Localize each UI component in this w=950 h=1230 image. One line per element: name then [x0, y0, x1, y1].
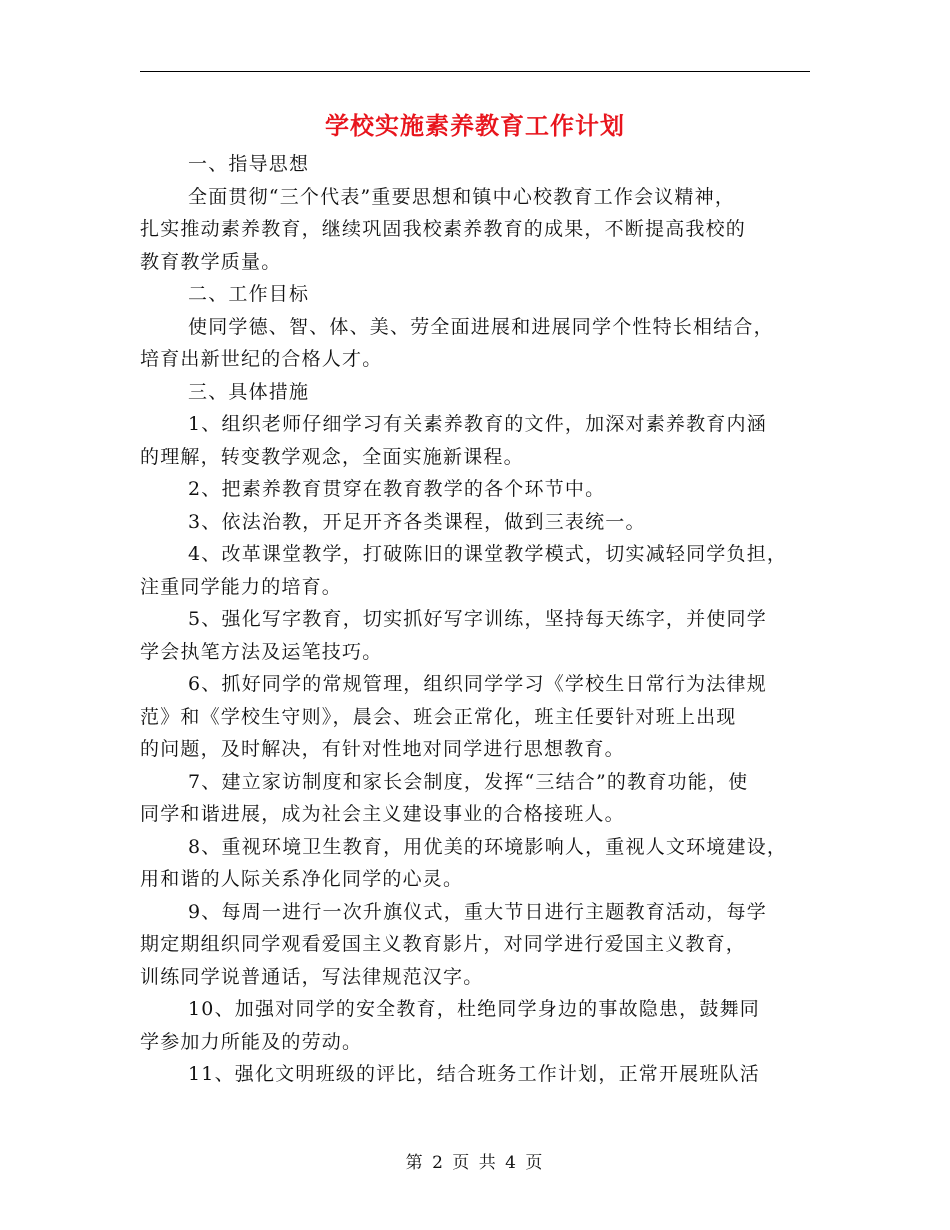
text-line: 扎实推动素养教育，继续巩固我校素养教育的成果，不断提高我校的 — [140, 218, 747, 240]
text-line: 8、重视环境卫生教育，用优美的环境影响人，重视人文环境建设， — [188, 835, 788, 858]
text-line: 2、把素养教育贯穿在教育教学的各个环节中。 — [188, 478, 606, 500]
text-line: 期定期组织同学观看爱国主义教育影片，对同学进行爱国主义教育， — [140, 933, 747, 955]
document-title: 学校实施素养教育工作计划 — [325, 111, 625, 140]
document-body — [140, 148, 820, 1091]
text-line: 4、改革课堂教学，打破陈旧的课堂教学模式，切实减轻同学负担， — [188, 543, 788, 565]
text-line: 培育出新世纪的合格人才。 — [140, 348, 383, 370]
text-line: 同学和谐进展，成为社会主义建设事业的合格接班人。 — [140, 803, 625, 825]
header-rule — [140, 71, 810, 72]
text-line: 范》和《学校生守则》，晨会、班会正常化，班主任要针对班上出现 — [140, 705, 737, 728]
text-line: 用和谐的人际关系净化同学的心灵。 — [140, 868, 464, 890]
text-line: 学参加力所能及的劳动。 — [140, 1030, 363, 1053]
text-line: 注重同学能力的培育。 — [140, 575, 343, 598]
text-line: 3、依法治教，开足开齐各类课程，做到三表统一。 — [188, 510, 646, 533]
text-line: 的问题，及时解决，有针对性地对同学进行思想教育。 — [140, 738, 625, 760]
text-line: 9、每周一进行一次升旗仪式，重大节日进行主题教育活动，每学 — [188, 900, 767, 923]
text-line: 使同学德、智、体、美、劳全面进展和进展同学个性特长相结合， — [188, 315, 774, 338]
page-footer: 第 2 页 共 4 页 — [405, 1153, 545, 1173]
text-line: 全面贯彻“三个代表”重要思想和镇中心校教育工作会议精神， — [188, 185, 736, 208]
text-line: 1、组织老师仔细学习有关素养教育的文件，加深对素养教育内涵 — [188, 413, 767, 435]
text-line: 学会执笔方法及运笔技巧。 — [140, 640, 383, 663]
text-line: 三、具体措施 — [188, 380, 310, 403]
text-line: 训练同学说普通话，写法律规范汉字。 — [140, 965, 484, 988]
text-line: 6、抓好同学的常规管理，组织同学学习《学校生日常行为法律规 — [188, 673, 767, 695]
text-line: 的理解，转变教学观念，全面实施新课程。 — [140, 445, 524, 468]
text-line: 教育教学质量。 — [140, 250, 282, 273]
text-line: 二、工作目标 — [188, 283, 310, 305]
text-line: 7、建立家访制度和家长会制度，发挥“三结合”的教育功能，使 — [188, 770, 749, 793]
text-line: 10、加强对同学的安全教育，杜绝同学身边的事故隐患，鼓舞同 — [188, 998, 760, 1020]
text-line: 11、强化文明班级的评比，结合班务工作计划，正常开展班队活 — [188, 1063, 760, 1085]
text-line: 5、强化写字教育，切实抓好写字训练，坚持每天练字，并使同学 — [188, 608, 767, 630]
text-line: 一、指导思想 — [188, 153, 310, 175]
